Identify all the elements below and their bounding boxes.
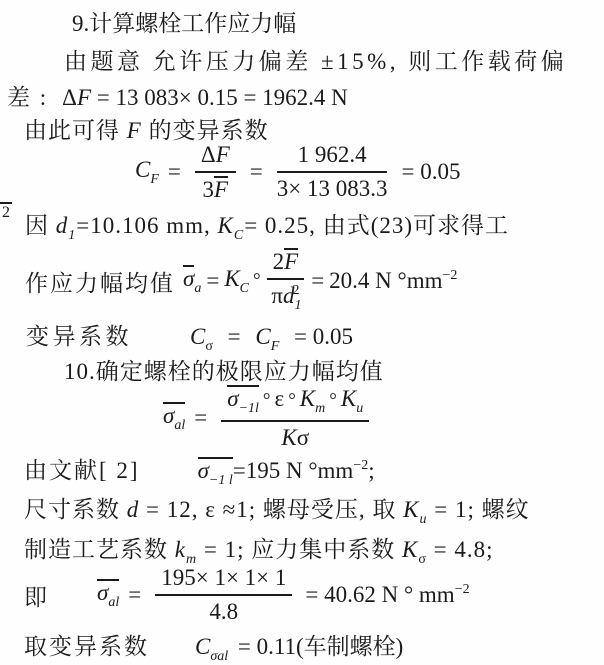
math-var-K: K (403, 497, 420, 522)
formula-result: 20.4 N °mm (329, 268, 443, 293)
equals-operator: = (311, 268, 325, 293)
cjk-text: 的变异系数 (148, 118, 269, 143)
cjk-text: 差 : (7, 85, 49, 110)
paragraph-line (7, 79, 348, 112)
math-subscript: F (270, 339, 280, 354)
formula-sal (163, 388, 374, 448)
cjk-text: 螺母受压, 取 (262, 497, 404, 522)
delta-symbol: Δ (62, 85, 77, 110)
equals-operator: = (194, 405, 208, 430)
math-var-sigma: σ (197, 458, 209, 483)
formula-result: = 0.05 (401, 159, 461, 184)
math-var-C: C (190, 324, 206, 349)
punctuation: ; (368, 458, 375, 483)
paragraph-line (26, 318, 362, 355)
math-var-k: k (174, 537, 186, 562)
cjk-text: 由式(23)可求得工 (322, 213, 510, 238)
math-subscript: σ (418, 552, 427, 567)
equals-operator: = (206, 268, 220, 293)
math-subscript: σ (205, 339, 213, 354)
math-expression: = 1; (427, 497, 482, 522)
math-subscript: −1l (238, 401, 259, 416)
cjk-text: 由文献[ 2] (24, 458, 140, 483)
math-var-d: d (126, 497, 140, 522)
math-subscript: C (233, 228, 245, 243)
paragraph-line (24, 491, 530, 528)
math-subscript: C (239, 280, 250, 296)
math-subscript: u (419, 512, 428, 527)
paragraph-formula-line (24, 566, 470, 624)
cjk-text: 变异系数 (26, 324, 132, 349)
math-var-F-bar: F (284, 249, 299, 274)
math-var-sigma-al-bar (163, 402, 185, 433)
math-subscript: −1 l (208, 473, 233, 488)
math-var-K: K (217, 213, 234, 238)
fraction (195, 142, 236, 203)
fraction-numerator: 195× 1× 1× 1 (155, 565, 292, 596)
pi-symbol: π (271, 283, 283, 308)
math-subscript: σal (210, 649, 229, 664)
section-9-heading: 9.计算螺栓工作应力幅 (72, 11, 297, 36)
fraction-numerator (195, 142, 236, 173)
math-subscript: al (108, 595, 120, 611)
paragraph-line (24, 531, 493, 568)
math-var-K: K (340, 386, 357, 411)
formula-cf (135, 143, 469, 201)
equals-operator: = (128, 582, 142, 607)
math-var-K: K (299, 386, 316, 411)
math-expression: =10.106 mm, (76, 213, 218, 238)
fraction-denominator (221, 422, 369, 451)
epsilon-symbol: ε (205, 497, 216, 522)
math-var-d: d (282, 283, 295, 308)
math-expression: = 13 083× 0.15 = 1962.4 N (96, 85, 348, 110)
fraction (221, 385, 369, 451)
equals-operator: = (167, 159, 181, 184)
math-var-K: K (401, 537, 419, 562)
math-expression: = 0.25, (244, 213, 323, 238)
math-expression: = 12, (139, 497, 206, 522)
multiplication-dot: ° (288, 390, 296, 411)
cjk-text: 尺寸系数 (24, 497, 127, 522)
formula-result: = 40.62 N ° mm (305, 582, 455, 607)
math-superscript: −2 (353, 458, 369, 473)
math-number: 2 (272, 249, 285, 274)
math-subscript: F (150, 171, 159, 187)
cjk-text: 取变异系数 (24, 634, 149, 659)
multiplication-dot: ° (329, 390, 337, 411)
math-superscript: −2 (442, 268, 458, 283)
paragraph-line (24, 452, 375, 488)
epsilon-symbol: ε (274, 386, 285, 411)
math-subscript: al (174, 418, 186, 434)
multiplication-dot: ° (253, 270, 261, 291)
math-var-F-bar: F (214, 176, 229, 202)
section-10-heading: 10.确定螺栓的极限应力幅均值 (64, 359, 384, 384)
cjk-text: 即 (24, 584, 47, 610)
paragraph-line (24, 112, 269, 145)
sigma-symbol: σ (296, 425, 310, 450)
math-subscript: u (356, 401, 364, 416)
paragraph-formula-line (25, 250, 457, 312)
cjk-text: 应力集中系数 (251, 537, 402, 562)
math-superscript: −2 (454, 582, 470, 597)
formula-result: = 0.11(车制螺栓) (237, 634, 404, 659)
math-subscript: a (194, 281, 202, 296)
fraction-numerator: 1 962.4 (277, 142, 388, 173)
multiplication-dot: ° (262, 390, 271, 411)
math-expression: =195 N °mm (232, 458, 354, 483)
fraction-denominator (267, 280, 305, 314)
math-var-sigma: σ (97, 580, 109, 606)
math-var-C: C (255, 324, 271, 349)
math-var-sigma-bar: σ (183, 266, 195, 291)
delta-symbol: Δ (200, 141, 216, 167)
fraction-numerator (267, 248, 305, 280)
math-var-C: C (135, 156, 151, 182)
fraction-denominator: 3× 13 083.3 (276, 176, 388, 201)
fraction (155, 565, 292, 625)
math-var-F: F (76, 85, 91, 110)
formula-result: = 0.05 (294, 324, 354, 349)
equals-operator: = (227, 324, 241, 349)
math-var-d: d (55, 213, 69, 238)
cjk-text: 螺纹 (481, 497, 530, 522)
cjk-text: 因 (25, 213, 56, 238)
paragraph-line (25, 207, 509, 244)
math-subscript: m (315, 401, 326, 416)
math-var-sigma-al-bar (97, 579, 119, 610)
margin-fragment-text: 2 (2, 204, 10, 221)
math-var-sigma: σ (227, 386, 239, 411)
math-superscript: 2 (292, 283, 300, 298)
math-number: 3 (202, 176, 215, 202)
math-var-F: F (126, 118, 142, 143)
math-var-K: K (224, 265, 240, 291)
math-var-sigma-1l-bar (227, 385, 259, 416)
fraction (267, 248, 305, 314)
paragraph-line: 由题意 允许压力偏差 ±15%, 则工作载荷偏 (64, 49, 568, 74)
equals-operator: = (249, 159, 263, 184)
math-var-sigma: σ (163, 403, 175, 429)
math-subscript: m (185, 552, 198, 567)
math-subscript: 1 (294, 298, 302, 313)
fraction (277, 142, 388, 202)
cjk-text: 制造工艺系数 (24, 537, 175, 562)
cjk-text: 由此可得 (24, 118, 120, 143)
math-var-C: C (195, 634, 211, 659)
math-var-K: K (281, 425, 297, 450)
fraction-denominator (195, 173, 236, 203)
paragraph-line (24, 628, 407, 665)
math-var-sigma-1l-bar (198, 457, 233, 488)
math-expression: = 4.8; (426, 537, 494, 562)
fraction-denominator: 4.8 (209, 599, 239, 624)
math-var-F: F (215, 141, 230, 167)
fraction-numerator (221, 385, 369, 422)
cjk-text: 作应力幅均值 (25, 270, 175, 296)
math-expression: = 1; (197, 537, 252, 562)
math-subscript: 1 (68, 228, 77, 243)
math-expression: ≈1; (215, 497, 263, 522)
